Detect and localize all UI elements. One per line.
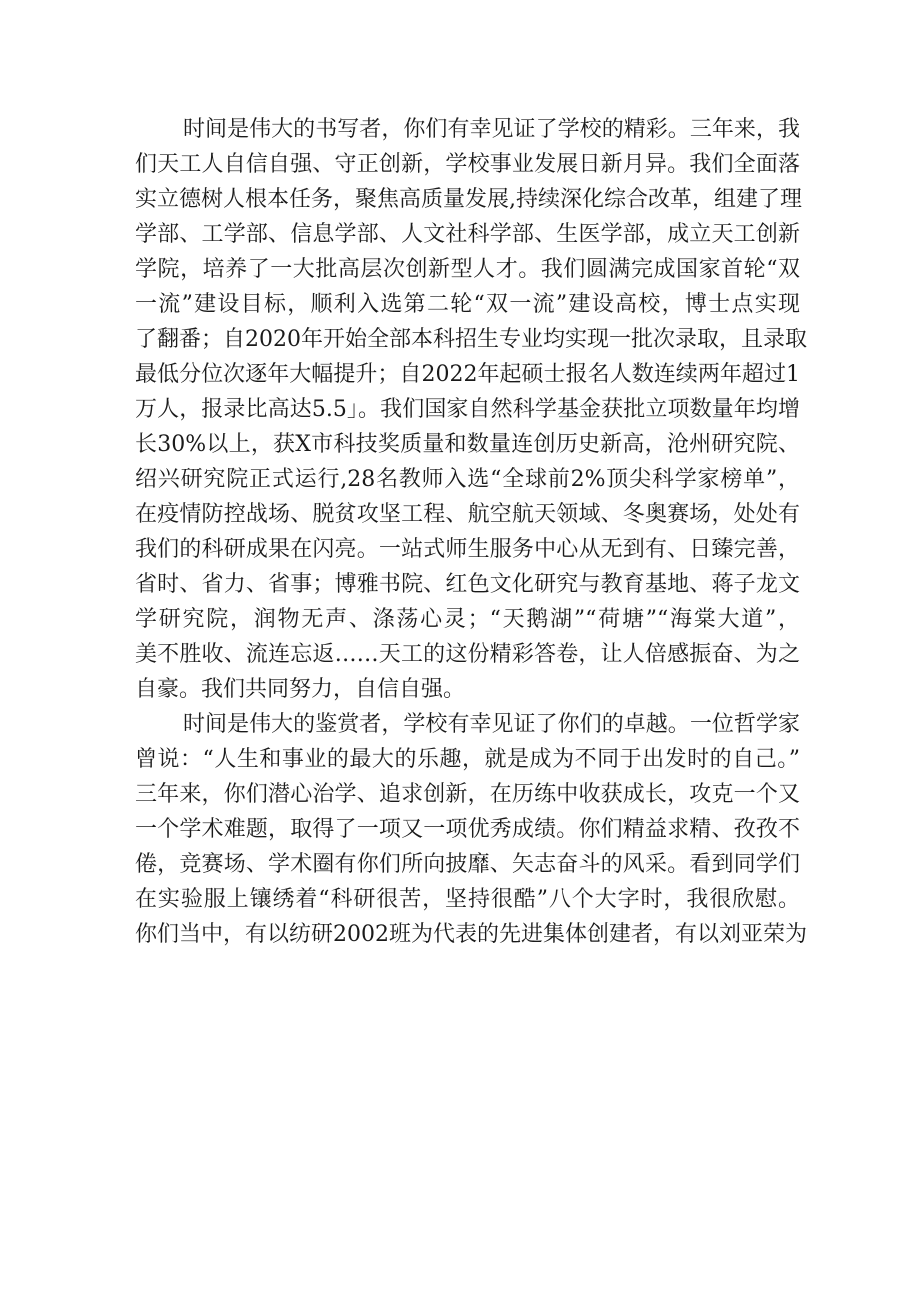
text-line: 三年来，你们潜心治学、追求创新，在历练中收获成长，攻克一个又: [135, 782, 800, 807]
text-line: 万人，报录比高达5.5」。我们国家自然科学基金获批立项数量年均增: [135, 397, 800, 422]
text-line: 绍兴研究院正式运行,28名教师入选“全球前2%顶尖科学家榜单”，: [135, 467, 800, 492]
text-line: 学部、工学部、信息学部、人文社科学部、生医学部，成立天工创新: [135, 222, 800, 247]
text-line: 一流”建设目标，顺利入选第二轮“双一流”建设高校，博士点实现: [135, 292, 800, 317]
document-body: [135, 112, 807, 952]
text-line: 时间是伟大的书写者，你们有幸见证了学校的精彩。三年来，我: [183, 117, 800, 142]
text-line: 曾说：“人生和事业的最大的乐趣，就是成为不同于出发时的自己。”: [135, 747, 800, 772]
text-line: 倦，竞赛场、学术圈有你们所向披靡、矢志奋斗的风采。看到同学们: [135, 852, 800, 877]
paragraph-2: [135, 707, 807, 952]
text-line: 省时、省力、省事；博雅书院、红色文化研究与教育基地、蒋子龙文: [135, 572, 800, 597]
text-line: 长30%以上，获X市科技奖质量和数量连创历史新高，沧州研究院、: [135, 432, 800, 457]
text-line: 美不胜收、流连忘返……天工的这份精彩答卷，让人倍感振奋、为之: [135, 642, 800, 667]
text-line: 学研究院，润物无声、涤荡心灵；“天鹅湖”“荷塘”“海棠大道”，: [135, 607, 800, 632]
text-line: 在疫情防控战场、脱贫攻坚工程、航空航天领域、冬奥赛场，处处有: [135, 502, 800, 527]
text-line: 了翻番；自2020年开始全部本科招生专业均实现一批次录取，且录取: [135, 327, 807, 352]
text-line: 最低分位次逐年大幅提升；自2022年起硕士报名人数连续两年超过1: [135, 362, 800, 387]
text-line: 我们的科研成果在闪亮。一站式师生服务中心从无到有、日臻完善，: [135, 537, 800, 562]
text-line: 们天工人自信自强、守正创新，学校事业发展日新月异。我们全面落: [135, 152, 800, 177]
text-line: 时间是伟大的鉴赏者，学校有幸见证了你们的卓越。一位哲学家: [183, 712, 800, 737]
text-line: 学院，培养了一大批高层次创新型人才。我们圆满完成国家首轮“双: [135, 257, 800, 282]
paragraph-1: [135, 112, 807, 707]
text-line: 实立德树人根本任务，聚焦高质量发展,持续深化综合改革，组建了理: [135, 187, 802, 212]
text-line: 在实验服上镶绣着“科研很苦，坚持很酷”八个大字时，我很欣慰。: [135, 887, 800, 912]
text-line: 你们当中，有以纺研2002班为代表的先进集体创建者，有以刘亚荣为: [135, 922, 807, 947]
text-line: 一个学术难题，取得了一项又一项优秀成绩。你们精益求精、孜孜不: [135, 817, 800, 842]
text-line: 自豪。我们共同努力，自信自强。: [135, 677, 466, 702]
